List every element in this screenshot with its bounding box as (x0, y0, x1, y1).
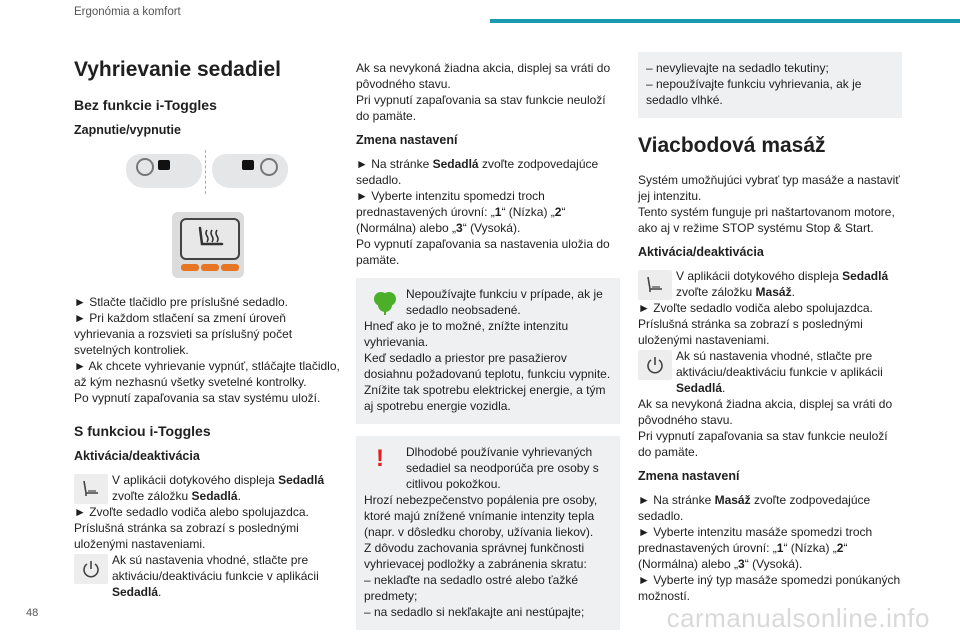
eco-tip-3: Keď sedadlo a priestor pre pasažierov dosiahnu požadovanú teplotu, funkciu vypnite. Znížite tak spotrebu elektrickej energie, a tým aj spotrebu energie vozidla. (364, 351, 611, 413)
column-3 (638, 50, 902, 604)
text: “ (Vysoká). (744, 557, 803, 571)
level-3: 3 (456, 221, 463, 235)
warning-4: – neklaďte na sedadlo ostré alebo ťažké predmety; (364, 573, 579, 603)
heading-activation: Aktivácia/deaktivácia (638, 245, 764, 259)
text: . (158, 585, 162, 599)
column-1 (74, 50, 340, 600)
text: “ (Normálna) alebo „ (356, 205, 566, 235)
text: “ (Nízka) „ (783, 541, 837, 555)
text: V aplikácii dotykového displeja (112, 473, 279, 487)
eco-tip-box (356, 278, 620, 424)
text: ► Na stránke (356, 157, 433, 171)
text: zvoľte záložku (112, 489, 192, 503)
warning-box (356, 436, 620, 630)
eco-tip-1: Nepoužívajte funkciu v prípade, ak je sedadlo neobsadené. (406, 287, 603, 317)
instruction-select-massage-page (638, 492, 902, 524)
text-bold-seats-app: Sedadlá (676, 381, 723, 395)
level-3: 3 (738, 557, 745, 571)
warning-5: – na sedadlo si nekľakajte ani nestúpajte; (364, 605, 585, 619)
seat-app-icon (638, 270, 672, 300)
steering-wheel-left-icon (126, 154, 202, 188)
text: . (237, 489, 241, 503)
header-accent-bar (490, 19, 960, 23)
text: . (791, 285, 795, 299)
level-2: 2 (554, 205, 562, 219)
running-header: Ergonómia a komfort (74, 6, 181, 18)
touchscreen-instruction (74, 472, 340, 504)
instruction-select-seat-page (356, 156, 620, 188)
note-last-settings: Príslušná stránka sa zobrazí s poslednými uloženými nastaveniami. (638, 317, 863, 347)
text: zvoľte záložku (676, 285, 756, 299)
warning-6: – nevylievajte na sedadlo tekutiny; (646, 61, 829, 75)
power-icon (74, 554, 108, 584)
instruction-each-press: ► Pri každom stlačení sa zmení úroveň vyhrievania a rozsvieti sa príslušný počet svetelných kontroliek. (74, 311, 293, 357)
text-bold-seats: Sedadlá (278, 473, 325, 487)
power-instruction (74, 552, 340, 600)
warning-3: Z dôvodu zachovania správnej funkčnosti vyhrievacej podložky a zabránenia skratu: (364, 541, 587, 571)
level-2: 2 (836, 541, 844, 555)
note-not-saved: Pri vypnutí zapaľovania sa stav funkcie neuloží do pamäte. (638, 429, 888, 459)
power-instruction (638, 348, 902, 396)
text-bold-massage-tab: Masáž (755, 285, 792, 299)
text-bold-massage: Masáž (714, 493, 751, 507)
warning-7: – nepoužívajte funkciu vyhrievania, ak je sedadlo vlhké. (646, 77, 862, 107)
seat-heating-button-illustration (172, 212, 244, 278)
text: ► Na stránke (638, 493, 715, 507)
instruction-select-seat: ► Zvoľte sedadlo vodiča alebo spolujazdca. (74, 505, 309, 519)
page-number: 48 (26, 607, 39, 619)
column-2 (356, 50, 620, 638)
text-bold-seats-app: Sedadlá (112, 585, 159, 599)
text: ► Vyberte intenzitu spomedzi troch prednastavených úrovní: „ (356, 189, 545, 219)
instruction-select-intensity (356, 188, 620, 236)
power-icon (638, 350, 672, 380)
indicator-light-1 (181, 264, 199, 271)
instruction-turn-off: ► Ak chcete vyhrievanie vypnúť, stláčajte tlačidlo, až kým nezhasnú všetky svetelné kontrolky. (74, 359, 340, 389)
heading-change-settings: Zmena nastavení (356, 133, 458, 147)
text: zvoľte zodpovedajúce sedadlo. (356, 157, 599, 187)
touchscreen-instruction (638, 268, 902, 300)
warning-icon: ! (376, 445, 384, 472)
warning-2: Hrozí nebezpečenstvo popálenia pre osoby, ktoré majú znížené vnímanie intenzity tepla (napr. v dôsledku choroby, užívania liekov). (364, 493, 598, 539)
text: “ (Vysoká). (462, 221, 521, 235)
text: “ (Nízka) „ (501, 205, 555, 219)
instruction-select-seat: ► Zvoľte sedadlo vodiča alebo spolujazdca. (638, 301, 873, 315)
note-display-returns: Ak sa nevykoná žiadna akcia, displej sa vráti do pôvodného stavu. (356, 61, 611, 91)
note-display-returns: Ak sa nevykoná žiadna akcia, displej sa vráti do pôvodného stavu. (638, 397, 893, 427)
eco-tip-2: Hneď ako je to možné, znížte intenzitu vyhrievania. (364, 319, 569, 349)
instruction-select-massage-type: ► Vyberte iný typ masáže spomedzi ponúkaných možností. (638, 573, 901, 603)
text-bold-seats: Sedadlá (842, 269, 889, 283)
seat-app-icon (74, 474, 108, 504)
instruction-select-massage-intensity (638, 524, 902, 572)
indicator-light-2 (201, 264, 219, 271)
text: V aplikácii dotykového displeja (676, 269, 843, 283)
heading-on-off: Zapnutie/vypnutie (74, 123, 181, 137)
illustration-divider (205, 150, 206, 194)
steering-wheel-right-icon (212, 154, 288, 188)
note-settings-saved: Po vypnutí zapaľovania sa nastavenia uložia do pamäte. (356, 237, 610, 267)
eco-leaf-icon (372, 290, 398, 316)
text: ► Vyberte intenzitu masáže spomedzi troch prednastavených úrovní: „ (638, 525, 873, 555)
note-last-settings: Príslušná stránka sa zobrazí s poslednými uloženými nastaveniami. (74, 521, 299, 551)
massage-intro-1: Systém umožňujúci vybrať typ masáže a nastaviť jej intenzitu. (638, 173, 900, 203)
section-title-massage: Viacbodová masáž (638, 134, 826, 157)
subtitle-with-itoggles: S funkciou i-Toggles (74, 423, 211, 439)
text: zvoľte zodpovedajúce sedadlo. (638, 493, 871, 523)
steering-wheel-illustration (74, 150, 340, 200)
indicator-light-3 (221, 264, 239, 271)
note-not-saved: Pri vypnutí zapaľovania sa stav funkcie neuloží do pamäte. (356, 93, 606, 123)
instruction-press-button: ► Stlačte tlačidlo pre príslušné sedadlo. (74, 295, 288, 309)
text-bold-seats: Sedadlá (432, 157, 479, 171)
heading-activation: Aktivácia/deaktivácia (74, 449, 200, 463)
heated-seat-icon (180, 218, 240, 260)
level-1: 1 (494, 205, 502, 219)
text-bold-seats-tab: Sedadlá (191, 489, 238, 503)
massage-intro-2: Tento systém funguje pri naštartovanom motore, ako aj v režime STOP systému Stop & Start. (638, 205, 895, 235)
watermark: carmanualsonline.info (666, 603, 930, 633)
heading-change-settings: Zmena nastavení (638, 469, 740, 483)
warning-continuation-box (638, 52, 902, 118)
text: Ak sú nastavenia vhodné, stlačte pre aktiváciu/deaktiváciu funkcie v aplikácii (112, 553, 319, 583)
subtitle-without-itoggles: Bez funkcie i-Toggles (74, 97, 217, 113)
text: . (722, 381, 726, 395)
note-state-saved: Po vypnutí zapaľovania sa stav systému uloží. (74, 391, 321, 405)
warning-1: Dlhodobé používanie vyhrievaných sedadiel sa neodporúča pre osoby s citlivou pokožkou. (406, 445, 599, 491)
section-title-seat-heating: Vyhrievanie sedadiel (74, 58, 281, 81)
text: Ak sú nastavenia vhodné, stlačte pre aktiváciu/deaktiváciu funkcie v aplikácii (676, 349, 883, 379)
level-1: 1 (776, 541, 784, 555)
text: “ (Normálna) alebo „ (638, 541, 848, 571)
